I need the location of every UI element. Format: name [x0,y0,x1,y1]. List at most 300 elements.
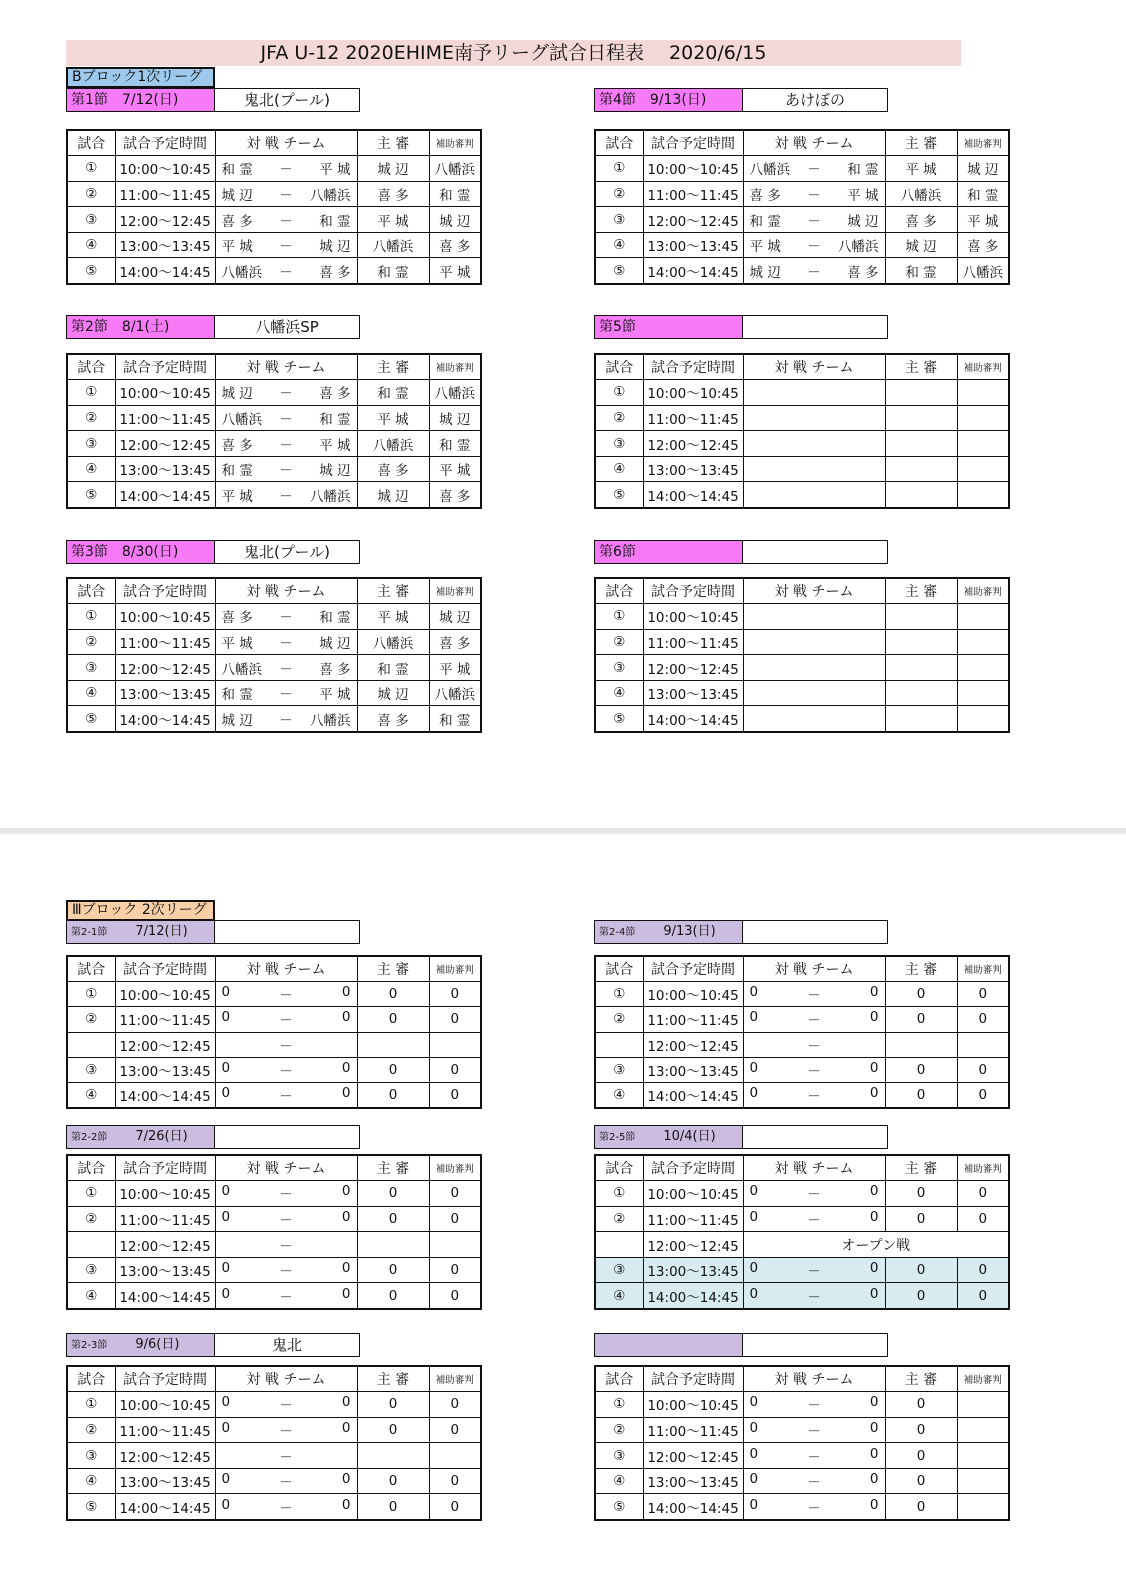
match-number: ④ [595,1468,643,1494]
match-teams-inner [750,1446,879,1466]
table-header-row [595,1366,1009,1392]
main-referee: 0 [885,1494,957,1520]
match-teams [743,1206,885,1232]
match-number: ① [595,380,643,406]
team-away [301,1446,351,1466]
team-home: 0 [749,1471,759,1488]
team-home: 城 辺 [749,264,781,281]
section-date: 8/30(日) [121,544,179,560]
main-referee: 八幡浜 [357,629,429,655]
team-separator: － [807,1289,821,1306]
match-teams [743,1181,885,1207]
team-home: 0 [749,1285,759,1302]
header-assistant-referee: 補助審判 [957,354,1009,380]
header-referee: 主 審 [885,1155,957,1181]
team-away: 0 [341,1208,351,1225]
match-number: ④ [67,1083,115,1108]
assistant-referee: 0 [957,1283,1009,1309]
team-separator: － [279,386,293,403]
table-row [595,1494,1009,1520]
match-teams [215,1443,357,1469]
header-assistant-referee: 補助審判 [957,1366,1009,1392]
team-away: 喜 多 [319,386,351,403]
table-row [67,1417,481,1443]
match-teams-inner [750,1286,879,1306]
block-3-label: Ⅲブロック 2次リーグ [66,900,215,921]
team-separator: － [279,264,293,281]
match-teams-inner [222,683,351,703]
match-time: 13:00～13:45 [115,1468,215,1494]
match-number: ③ [67,431,115,457]
match-teams-inner [222,1035,351,1055]
main-referee [885,380,957,406]
team-home: 0 [221,1208,231,1225]
match-time: 14:00～14:45 [115,1494,215,1520]
team-away: 0 [869,1445,879,1462]
match-teams-inner [222,1260,351,1280]
section-title: 第2-2節 [71,1132,108,1143]
table-row [67,405,481,431]
match-teams-inner [222,184,351,204]
match-number: ② [595,629,643,655]
team-home: 0 [749,1060,759,1077]
team-separator: － [279,1423,293,1440]
match-teams-inner [222,1446,351,1466]
team-away: 0 [869,1285,879,1302]
page-title: JFA U-12 2020EHIME南予リーグ試合日程表 2020/6/15 [66,40,961,66]
match-number [67,1032,115,1057]
schedule-table [66,955,482,1109]
main-referee: 0 [885,1206,957,1232]
table-header-row [67,1155,481,1181]
team-away: 0 [869,1009,879,1026]
team-away: 0 [341,1496,351,1513]
team-separator: － [807,1475,821,1492]
section-venue [215,920,360,944]
table-row [67,1392,481,1418]
header-time: 試合予定時間 [643,354,743,380]
main-referee: 八幡浜 [357,232,429,258]
match-teams [215,1257,357,1283]
open-match-label: オープン戦 [743,1232,1009,1258]
match-number: ④ [595,1283,643,1309]
match-teams-inner [222,1009,351,1029]
team-separator: － [279,1013,293,1030]
team-away: 0 [341,1471,351,1488]
team-away: 0 [869,1471,879,1488]
schedule-table [66,577,482,733]
team-home: 0 [749,984,759,1001]
match-teams [743,405,885,431]
main-referee: 0 [357,1206,429,1232]
team-separator: － [807,1449,821,1466]
team-home: 0 [749,1208,759,1225]
team-home: 0 [221,984,231,1001]
team-home: 城 辺 [221,187,253,204]
team-away: 0 [869,1060,879,1077]
team-separator: － [279,1449,293,1466]
section-title: 第2-1節 [71,927,108,938]
team-separator: － [279,488,293,505]
match-teams-inner [222,709,351,729]
match-teams-inner [222,1209,351,1229]
table-row [595,1283,1009,1309]
main-referee: 0 [885,1468,957,1494]
team-away: 0 [869,1419,879,1436]
match-time: 11:00～11:45 [115,629,215,655]
table-row [595,981,1009,1006]
team-home: 和 霊 [221,463,253,480]
schedule-table [594,577,1010,733]
team-away: 0 [869,1085,879,1102]
team-home: 城 辺 [221,386,253,403]
match-time: 13:00～13:45 [115,232,215,258]
table-row [595,1392,1009,1418]
match-teams [215,1392,357,1418]
table-header-row [595,578,1009,604]
assistant-referee: 城 辺 [957,156,1009,182]
main-referee: 城 辺 [357,482,429,508]
team-away: 八幡浜 [310,187,351,204]
main-referee [885,706,957,732]
table-row [67,1283,481,1309]
match-number: ② [595,181,643,207]
section-date: 7/26(日) [135,1129,188,1144]
assistant-referee [957,1417,1009,1443]
assistant-referee: 0 [957,1206,1009,1232]
match-number: ③ [67,1443,115,1469]
assistant-referee: 0 [429,1181,481,1207]
table-row [67,232,481,258]
main-referee [357,1443,429,1469]
section-date: 10/4(日) [663,1129,716,1144]
header-referee: 主 審 [357,1155,429,1181]
header-time: 試合予定時間 [115,130,215,156]
match-time: 14:00～14:45 [115,706,215,732]
match-number: ⑤ [595,258,643,284]
table-row [595,456,1009,482]
section-title: 第3節 [71,544,108,560]
team-home [222,1446,272,1466]
team-away: 0 [869,1208,879,1225]
assistant-referee: 城 辺 [429,405,481,431]
table-row [67,181,481,207]
table-header-row [67,130,481,156]
team-home: 和 霊 [749,213,781,230]
section-title: 第2-4節 [599,927,636,938]
assistant-referee: 0 [957,1257,1009,1283]
header-referee: 主 審 [885,956,957,981]
table-row [67,456,481,482]
schedule-table [594,1365,1010,1521]
team-home: 和 霊 [221,687,253,704]
team-away: 0 [869,1394,879,1411]
match-number: ① [595,604,643,630]
table-row [595,156,1009,182]
match-teams [215,629,357,655]
match-teams-inner [750,184,879,204]
header-referee: 主 審 [357,354,429,380]
team-home: 0 [221,1471,231,1488]
header-referee: 主 審 [885,354,957,380]
header-referee: 主 審 [357,578,429,604]
match-teams-inner [222,382,351,402]
match-time: 10:00～10:45 [115,156,215,182]
assistant-referee [429,1443,481,1469]
match-teams-inner [750,1009,879,1029]
team-separator: － [279,712,293,729]
match-time: 12:00～12:45 [115,1232,215,1258]
team-separator: － [279,1238,293,1255]
match-number [595,1232,643,1258]
team-away: 平 城 [319,437,351,454]
match-teams [215,1181,357,1207]
main-referee: 0 [357,1257,429,1283]
table-row [67,1058,481,1083]
team-away: 0 [341,984,351,1001]
assistant-referee [957,1494,1009,1520]
header-time: 試合予定時間 [115,1155,215,1181]
match-time: 13:00～13:45 [115,456,215,482]
match-time: 13:00～13:45 [115,1257,215,1283]
match-teams-inner [750,210,879,230]
table-row [67,1494,481,1520]
section-date: 9/13(日) [649,92,707,108]
team-home: 喜 多 [221,213,253,230]
assistant-referee [957,706,1009,732]
match-time: 14:00～14:45 [115,482,215,508]
main-referee [885,482,957,508]
team-home: 0 [221,1419,231,1436]
match-time: 13:00～13:45 [643,232,743,258]
match-teams-inner [222,1497,351,1517]
match-time: 14:00～14:45 [643,706,743,732]
section-title: 第2-3節 [71,1340,108,1351]
schedule-table [66,129,482,285]
match-time: 12:00～12:45 [115,1443,215,1469]
match-teams [215,1468,357,1494]
match-teams-inner [750,261,879,281]
main-referee: 喜 多 [357,706,429,732]
match-time: 11:00～11:45 [643,1417,743,1443]
header-referee: 主 審 [885,1366,957,1392]
table-row [67,1468,481,1494]
team-separator: － [279,1289,293,1306]
section-venue [743,315,888,339]
match-teams [743,1392,885,1418]
match-time: 14:00～14:45 [115,1083,215,1108]
table-row [67,1232,481,1258]
header-teams: 対 戦 チーム [743,130,885,156]
main-referee: 0 [885,981,957,1006]
main-referee: 喜 多 [357,456,429,482]
team-home: 0 [749,1496,759,1513]
header-assistant-referee: 補助審判 [429,354,481,380]
match-teams [215,380,357,406]
assistant-referee: 0 [429,1417,481,1443]
match-teams [743,1058,885,1083]
match-teams [743,655,885,681]
section-date-box [594,920,743,944]
schedule-table [66,1365,482,1521]
team-home: 平 城 [221,635,253,652]
table-row [67,1206,481,1232]
match-teams [215,1032,357,1057]
match-number: ② [595,1206,643,1232]
assistant-referee [429,1232,481,1258]
team-separator: － [279,437,293,454]
assistant-referee: 喜 多 [429,629,481,655]
team-home: 0 [749,1085,759,1102]
header-match: 試合 [595,1366,643,1392]
team-home: 0 [221,1285,231,1302]
match-time: 12:00～12:45 [643,207,743,233]
match-teams [215,1494,357,1520]
table-row [595,1032,1009,1057]
match-number: ① [67,981,115,1006]
match-number: ③ [595,1058,643,1083]
section-venue [743,540,888,564]
team-separator: － [807,239,821,256]
assistant-referee: 和 霊 [957,181,1009,207]
section-date-box [66,540,215,564]
team-home: 0 [221,1183,231,1200]
match-teams [743,207,885,233]
team-separator: － [807,187,821,204]
section-venue: 鬼北(プール) [215,88,360,112]
assistant-referee [429,1032,481,1057]
header-time: 試合予定時間 [643,1366,743,1392]
section-title: 第5節 [599,319,636,335]
match-time: 13:00～13:45 [643,1468,743,1494]
team-away: 平 城 [319,687,351,704]
header-teams: 対 戦 チーム [743,578,885,604]
main-referee: 平 城 [357,604,429,630]
table-row [595,1443,1009,1469]
match-teams-inner [222,235,351,255]
match-teams [743,1257,885,1283]
section-venue: 八幡浜SP [215,315,360,339]
match-time: 12:00～12:45 [115,431,215,457]
header-teams: 対 戦 チーム [215,956,357,981]
main-referee: 0 [885,1283,957,1309]
match-time: 10:00～10:45 [643,1392,743,1418]
match-teams [215,207,357,233]
team-away: 城 辺 [319,635,351,652]
team-away: 和 霊 [319,411,351,428]
header-referee: 主 審 [885,130,957,156]
team-home: 0 [221,1085,231,1102]
match-time: 10:00～10:45 [643,156,743,182]
table-row [67,981,481,1006]
header-assistant-referee: 補助審判 [429,130,481,156]
team-separator: － [279,411,293,428]
match-number: ③ [595,431,643,457]
team-home: 0 [221,1060,231,1077]
match-time: 11:00～11:45 [115,1007,215,1032]
team-separator: － [279,1475,293,1492]
table-header-row [67,578,481,604]
match-number: ② [67,405,115,431]
match-teams-inner [750,1085,879,1105]
match-teams [743,181,885,207]
team-home: 平 城 [221,239,253,256]
assistant-referee [957,405,1009,431]
header-match: 試合 [67,578,115,604]
team-home: 0 [749,1394,759,1411]
match-number: ③ [595,1257,643,1283]
header-assistant-referee: 補助審判 [957,956,1009,981]
match-number: ① [67,1392,115,1418]
team-home: 0 [749,1260,759,1277]
match-number: ④ [67,232,115,258]
match-number: ② [67,1206,115,1232]
schedule-table [594,353,1010,509]
team-separator: － [279,162,293,179]
team-home: 和 霊 [221,162,253,179]
table-row [595,380,1009,406]
table-header-row [67,1366,481,1392]
team-home: 平 城 [221,488,253,505]
team-home: 0 [221,1009,231,1026]
match-teams-inner [222,1085,351,1105]
match-number: ① [595,1181,643,1207]
section-venue [743,1333,888,1357]
header-time: 試合予定時間 [643,1155,743,1181]
assistant-referee: 0 [429,1083,481,1108]
main-referee: 0 [357,1283,429,1309]
match-number: ④ [67,680,115,706]
team-separator: － [807,1038,821,1055]
match-teams [215,456,357,482]
team-away: 0 [869,984,879,1001]
assistant-referee: 和 霊 [429,431,481,457]
match-teams-inner [222,1471,351,1491]
assistant-referee: 0 [429,1206,481,1232]
assistant-referee: 0 [957,1083,1009,1108]
assistant-referee: 0 [429,1468,481,1494]
match-teams-inner [222,261,351,281]
match-number: ④ [67,1283,115,1309]
assistant-referee: 0 [429,1283,481,1309]
main-referee: 和 霊 [357,258,429,284]
match-number: ② [595,1417,643,1443]
main-referee [885,655,957,681]
match-teams-inner [222,1394,351,1414]
section-title: 第6節 [599,544,636,560]
assistant-referee: 喜 多 [957,232,1009,258]
match-number: ② [67,181,115,207]
match-number: ⑤ [67,706,115,732]
main-referee: 0 [357,1417,429,1443]
assistant-referee [957,1443,1009,1469]
assistant-referee: 和 霊 [429,706,481,732]
table-row [67,706,481,732]
match-teams-inner [222,1286,351,1306]
assistant-referee: 平 城 [429,258,481,284]
match-teams [743,1443,885,1469]
main-referee: 0 [885,1443,957,1469]
match-time: 14:00～14:45 [115,1283,215,1309]
main-referee: 城 辺 [357,680,429,706]
assistant-referee [957,680,1009,706]
team-home: 0 [221,1394,231,1411]
match-teams-inner [222,606,351,626]
assistant-referee: 0 [429,1392,481,1418]
main-referee: 八幡浜 [357,431,429,457]
main-referee [357,1232,429,1258]
main-referee: 0 [885,1392,957,1418]
